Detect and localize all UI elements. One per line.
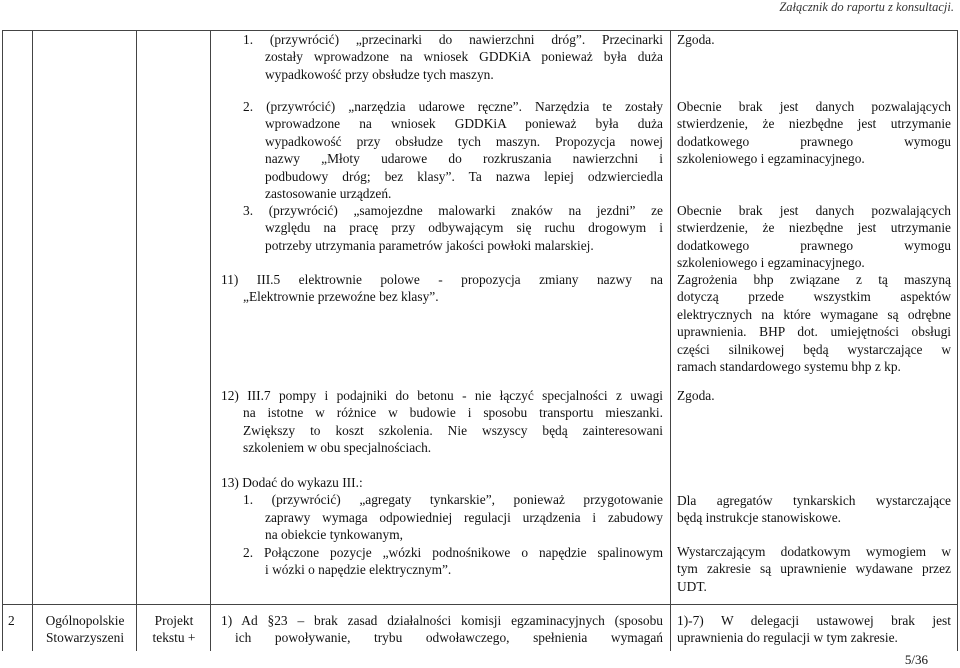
column-divider-org — [136, 30, 137, 651]
response-ad-23: 1)-7) W delegacji ustawowej brak jest uprawnienia do regulacji w tym zakresie. — [677, 613, 951, 646]
comment-1: 1. (przywrócić) „przecinarki do nawierzchni dróg”. Przecinarki zostały wprowadzone na wniosek GDDKiA ponieważ była duża wypadkowość przy obsłudze tych maszyn. — [243, 32, 663, 82]
comment-2: 2. (przywrócić) „narzędzia udarowe ręczne”. Narzędzia te zostały wprowadzone na wniosek GDDKiA ponieważ była duża wypadkowość przy obsłudze tych maszyn. Propozycja nowej nazwy „Młoty udarowe do rozkruszania nawierzchni i podbudowy dróg; bez klasy”. Ta nazwa lepiej odzwierciedla zastosowanie urządzeń. — [243, 99, 663, 202]
response-3: Obecnie brak jest danych pozwalających stwierdzenie, że niezbędne jest utrzymanie dodatkowego prawnego wymogu szkoleniowego i egzaminacyjnego. — [677, 203, 951, 271]
comment-11: 11) III.5 elektrownie polowe - propozycja zmiany nazwy na „Elektrownie przewoźne bez klasy”. — [221, 272, 663, 305]
column-divider-no — [32, 30, 33, 651]
response-12: Zgoda. — [677, 388, 715, 403]
comment-ad-23: 1) Ad §23 – brak zasad działalności komisji egzaminacyjnych (sposobu ich powoływanie, trybu odwoławczego, spełnienia wymagań — [221, 613, 663, 646]
response-1: Zgoda. — [677, 32, 715, 47]
response-2: Obecnie brak jest danych pozwalających stwierdzenie, że niezbędne jest utrzymanie dodatkowego prawnego wymogu szkoleniowego i egzaminacyjnego. — [677, 99, 951, 167]
comment-12: 12) III.7 pompy i podajniki do betonu - nie łączyć specjalności z uwagi na istotne w różnice w budowie i sposobu transportu mieszanki. Zwiększy to koszt szkolenia. Nie wszyscy będą zainteresowani szkoleniem w obu specjalnościach. — [221, 388, 663, 456]
response-13-agregaty: Dla agregatów tynkarskich wystarczające będą instrukcje stanowiskowe. — [677, 493, 951, 526]
comment-13: 13) Dodać do wykazu III.: 1. (przywrócić) „agregaty tynkarskie”, ponieważ przygotowanie zaprawy wymaga odpowiedniej regulacji urządzenia i zabudowy na obiekcie tynkowanym, 2. Połączone pozycje „wózki podnośnikowe o napędzie spalinowym i wózki o napędzie elektrycznym”. — [221, 475, 663, 578]
comment-3: 3. (przywrócić) „samojezdne malowarki znaków na jezdni” ze względu na pracę przy odbywającym się ruchu drogowym i potrzeby utrzymania parametrów jakości powłoki malarskiej. — [243, 203, 663, 253]
annex-header: Załącznik do raportu z konsultacji. — [779, 0, 954, 14]
column-divider-doc — [210, 30, 211, 651]
column-divider-comment — [670, 30, 671, 651]
table-border-left — [2, 30, 3, 651]
document-name: Projekt tekstu + — [152, 613, 196, 646]
table-border-right — [957, 30, 958, 651]
page-number: 5/36 — [904, 652, 928, 667]
organization-name: Ogólnopolskie Stowarzyszeni — [45, 613, 125, 646]
row-number: 2 — [8, 613, 15, 628]
response-13-wozki: Wystarczającym dodatkowym wymogiem w tym zakresie są uprawnienie wydawane przez UDT. — [677, 544, 951, 594]
row-divider — [2, 604, 957, 605]
response-11: Zagrożenia bhp związane z tą maszyną dotyczą przede wszystkim aspektów elektrycznych na które wymagane są odrębne uprawnienia. BHP dot. umiejętności obsługi części silnikowej będą wystarczające w ramach standardowego systemu bhp z kp. — [677, 272, 951, 375]
